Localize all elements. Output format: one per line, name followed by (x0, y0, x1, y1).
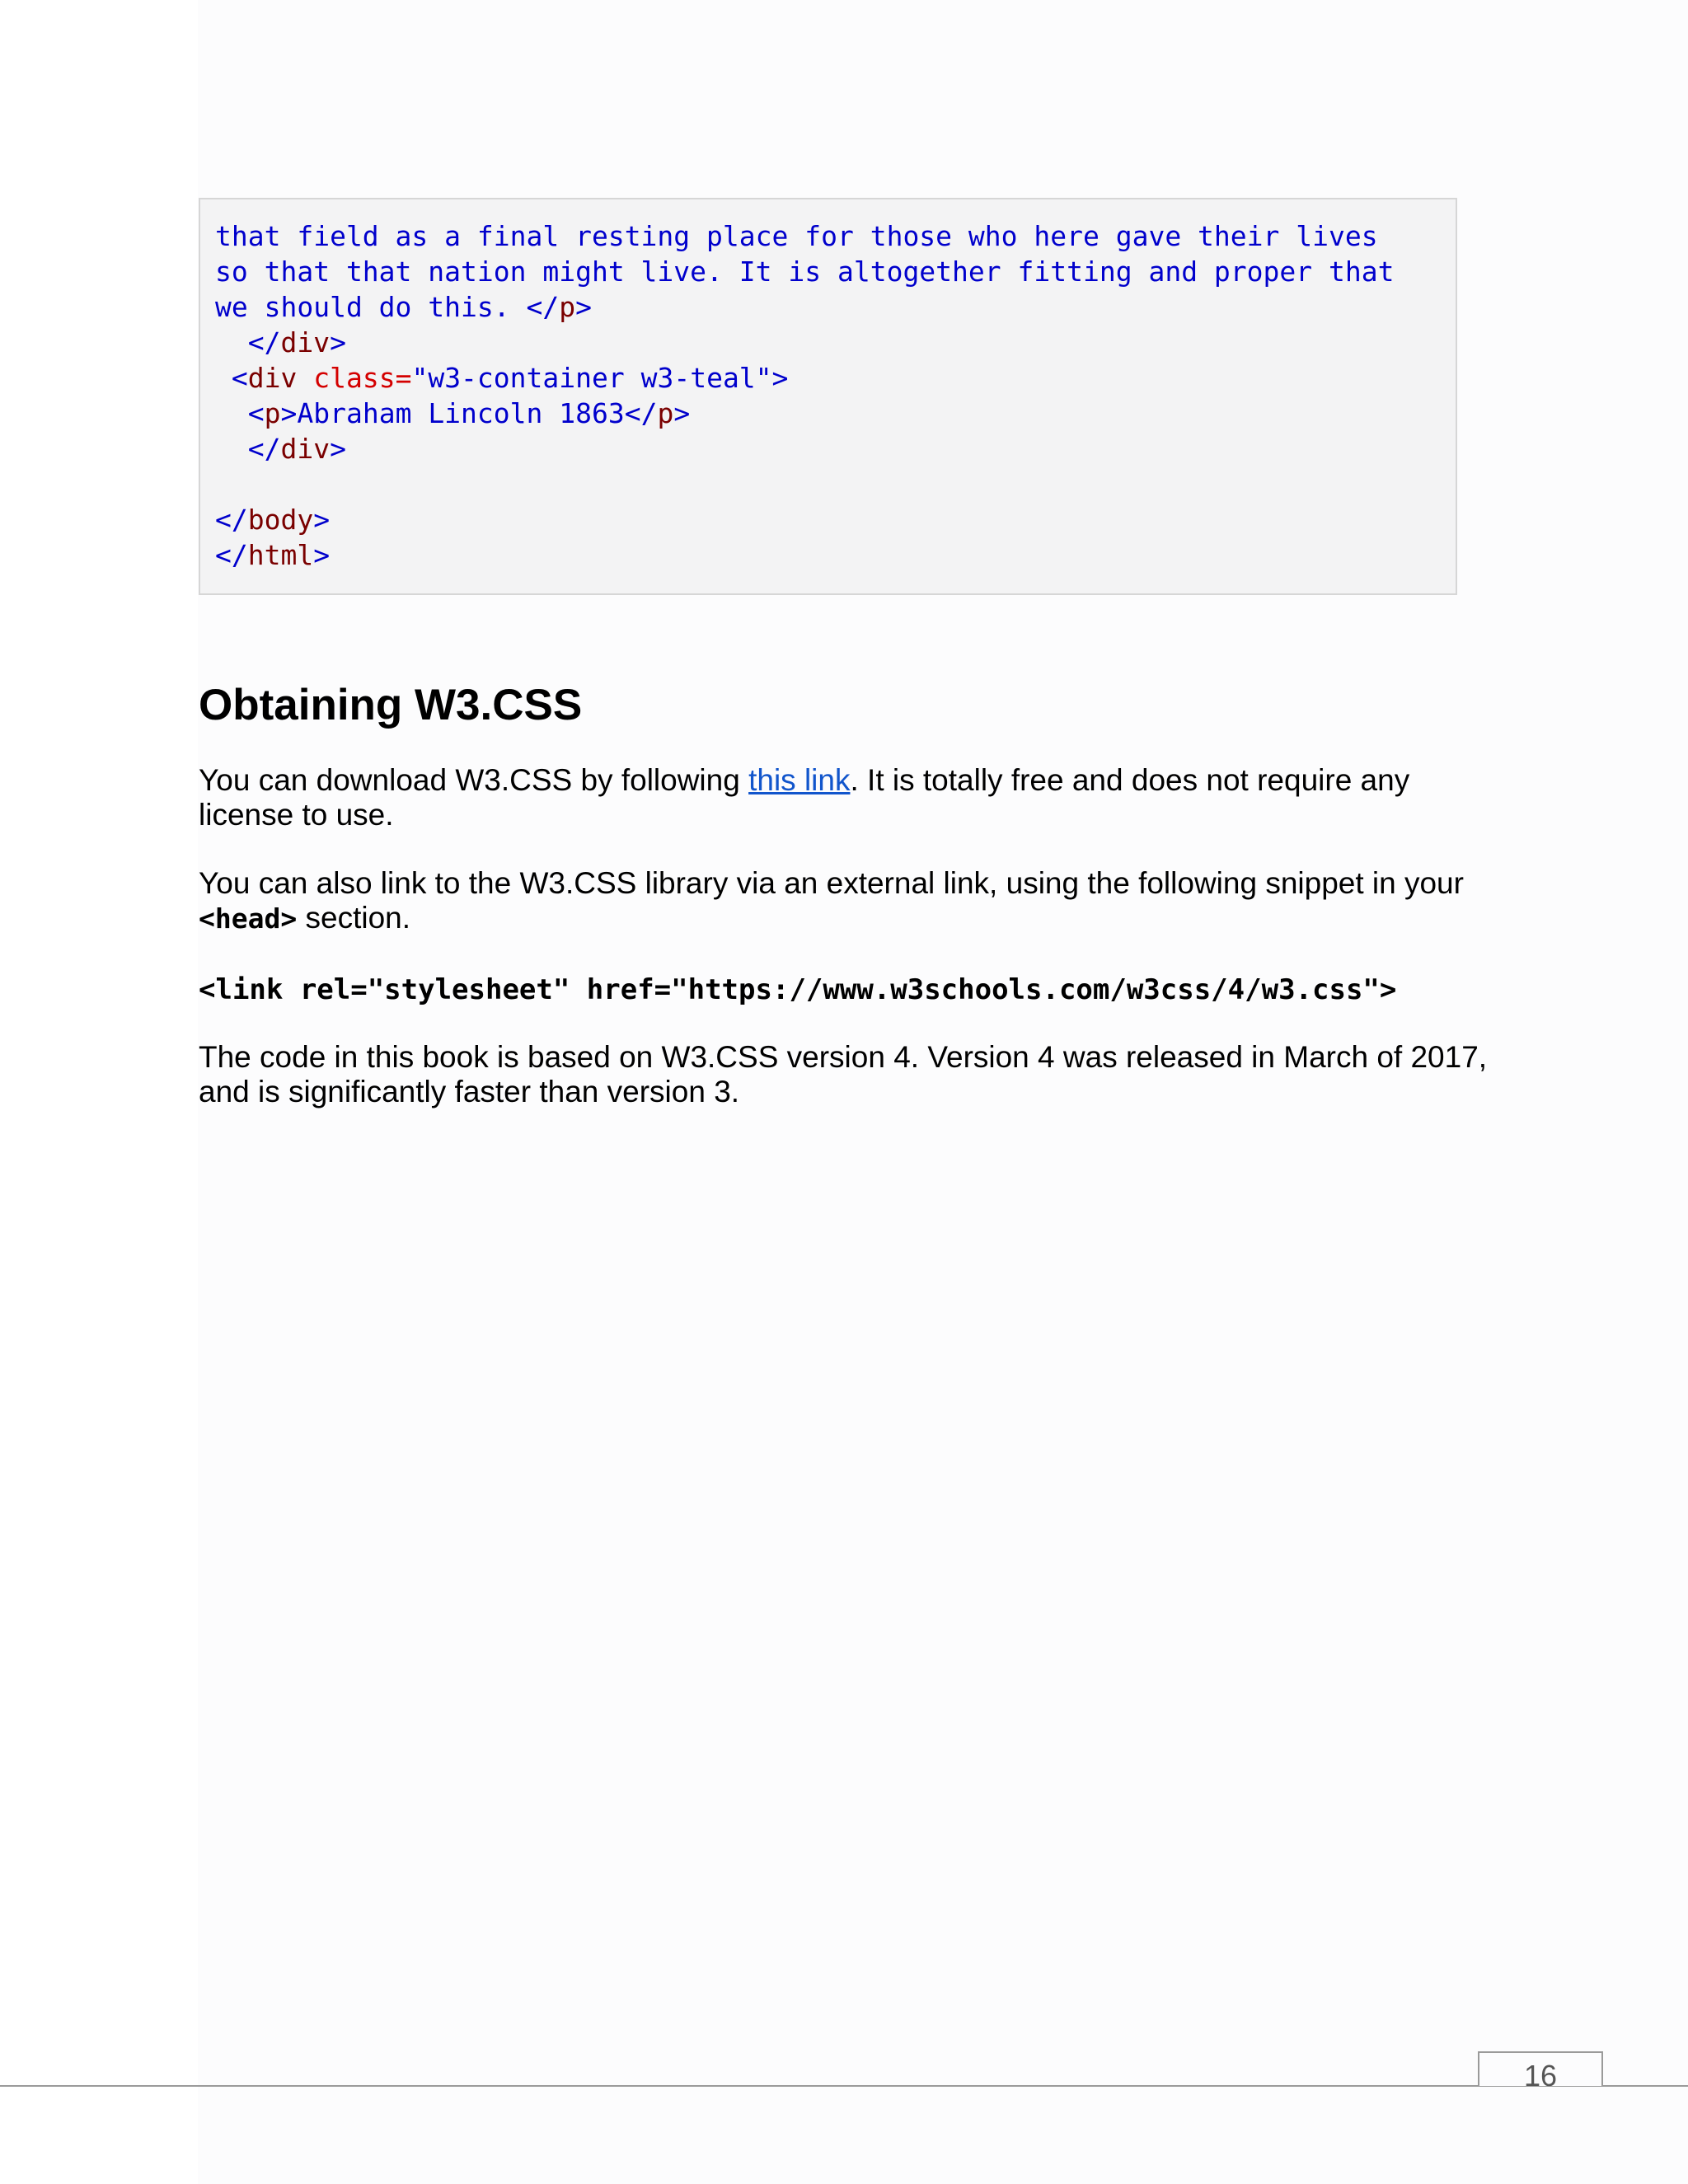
code-token: Abraham Lincoln 1863 (297, 397, 625, 429)
code-line (215, 431, 1456, 466)
code-token (215, 326, 248, 359)
external-link-text-before: You can also link to the W3.CSS library via an external link, using the following snippet in your (199, 866, 1464, 900)
code-token: > (313, 504, 331, 536)
code-token (215, 397, 248, 429)
code-token: > (330, 326, 346, 359)
download-paragraph (199, 763, 1501, 832)
external-link-text-after: section. (297, 901, 411, 935)
code-line (215, 537, 1456, 573)
code-token: > (330, 433, 346, 465)
page-number-box (1478, 2051, 1603, 2093)
section-title: Obtaining W3.CSS (199, 681, 583, 729)
code-token: > (771, 362, 789, 394)
code-token: so that that nation might live. It is altogether fitting and proper that (215, 255, 1395, 288)
code-token: </ (215, 539, 248, 571)
code-token: we should do this. (215, 291, 527, 323)
download-link[interactable]: this link (748, 763, 851, 797)
code-token (215, 433, 248, 465)
download-text-after: . It is totally free and does not require any license to use. (199, 763, 1410, 832)
code-line (215, 502, 1456, 537)
code-token: html (247, 539, 314, 571)
code-line (215, 325, 1456, 360)
code-line (215, 254, 1456, 289)
version-paragraph: The code in this book is based on W3.CSS version 4. Version 4 was released in March of 2017, and is significantly faster than version 3. (199, 1040, 1488, 1108)
head-tag-code: <head> (199, 902, 298, 935)
code-line (215, 466, 1456, 502)
code-token: </ (526, 291, 560, 323)
code-token: > (575, 291, 592, 323)
download-text-before: You can download W3.CSS by following (199, 763, 749, 797)
code-line (215, 218, 1456, 254)
code-token: > (280, 397, 298, 429)
code-token: div (280, 433, 331, 465)
code-token: > (313, 539, 331, 571)
code-token: class= (313, 362, 412, 394)
code-token: that field as a final resting place for those who here gave their lives (215, 220, 1378, 252)
code-token: </ (624, 397, 658, 429)
code-token: div (247, 362, 314, 394)
code-line (215, 396, 1456, 431)
code-token: < (231, 362, 248, 394)
code-token: > (673, 397, 691, 429)
code-token: p (559, 291, 576, 323)
code-token: body (247, 504, 314, 536)
page-number: 16 (1523, 2059, 1558, 2093)
footer-rule (0, 2085, 1688, 2087)
code-token: </ (247, 433, 281, 465)
code-token: p (264, 397, 281, 429)
code-line (215, 360, 1456, 396)
code-block (199, 198, 1457, 595)
code-token: "w3-container w3-teal" (411, 362, 772, 394)
code-token (215, 362, 232, 394)
code-line (215, 289, 1456, 325)
external-link-paragraph (199, 866, 1501, 936)
code-token: div (280, 326, 331, 359)
code-token: < (247, 397, 265, 429)
code-token: p (657, 397, 674, 429)
code-token: </ (247, 326, 281, 359)
code-token: </ (215, 504, 248, 536)
stylesheet-snippet: <link rel="stylesheet" href="https://www.w3schools.com/w3css/4/w3.css"> (199, 973, 1397, 1006)
